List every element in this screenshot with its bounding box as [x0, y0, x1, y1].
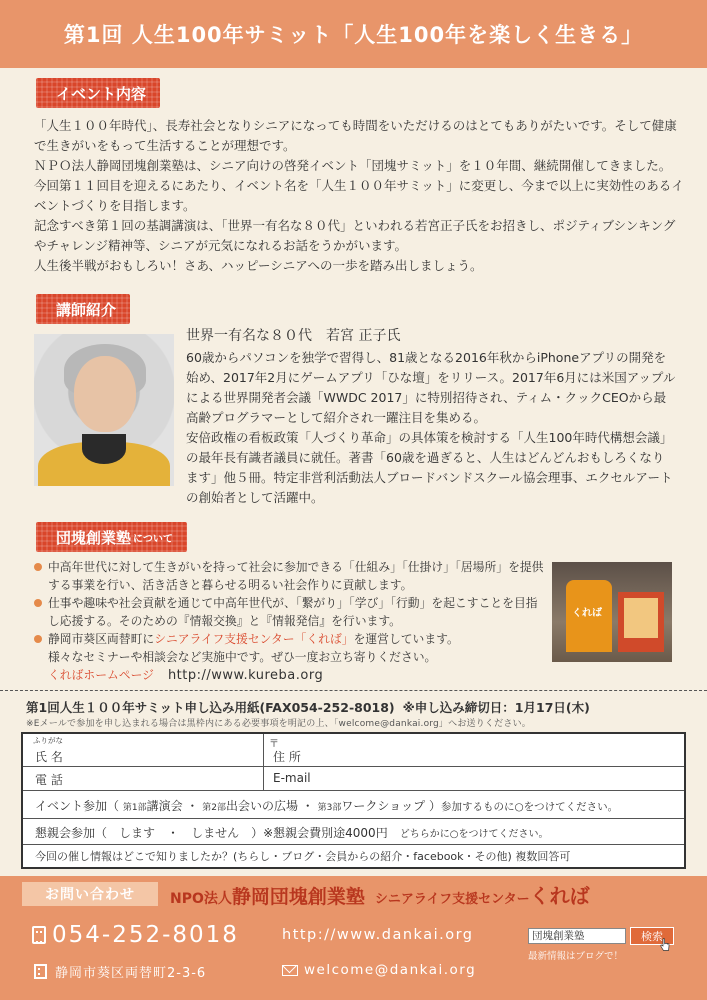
- intro-paragraph: 人生後半戦がおもしろい！さあ、ハッピーシニアへの一歩を踏み出しましょう。: [34, 258, 483, 273]
- intro-paragraph: 今回第１１回目を迎えるにあたり、イベント名を「人生１００年サミット」に変更し、今まで以上に実効性のあるイベントづくりを目指します。: [34, 178, 684, 213]
- form-row-party: 懇親会参加（ します ・ しません ）※懇親会費別途4000円 どちらかに○をつけてください。: [23, 818, 684, 845]
- intro-text: [34, 116, 684, 276]
- application-form: [21, 732, 686, 869]
- blog-note: 最新情報はブログで！: [528, 951, 624, 962]
- mail-icon: [282, 965, 298, 976]
- list-item: 中高年世代に対して生きがいを持って社会に参加できる「仕組み」「仕掛け」「居場所」を提供する事業を行い、活き活きと暮らせる明るい社会作りに貢献します。: [34, 558, 544, 594]
- org-name: NPO法人静岡団塊創業塾 シニアライフ支援センターくれば: [170, 884, 590, 908]
- form-row-tel: [23, 766, 684, 791]
- phone-icon: [32, 926, 46, 944]
- address: 静岡市葵区両替町2-3-6: [34, 962, 206, 981]
- name-field[interactable]: 氏 名: [35, 750, 63, 764]
- intro-paragraph: ＮＰＯ法人静岡団塊創業塾は、シニア向けの啓発イベント「団塊サミット」を１０年間、継続開催してきました。: [34, 158, 672, 173]
- lecturer-name: 世界一有名な８０代 若宮 正子氏: [186, 328, 401, 344]
- form-row-source: 今回の催し情報はどこで知りましたか？(ちらし・ブログ・会員からの紹介・facebook・その他) 複数回答可: [35, 850, 571, 863]
- website-link[interactable]: http://www.dankai.org: [282, 927, 474, 943]
- search-input[interactable]: 団塊創業塾: [528, 928, 626, 944]
- page-title: 第1回 人生100年サミット「人生100年を楽しく生きる」: [0, 0, 707, 68]
- form-row-event: イベント参加（ 第1部講演会 ・ 第2部出会いの広場 ・ 第3部ワークショップ ）参加するものに○をつけてください。: [23, 790, 684, 819]
- section-label-lecturer: 講師紹介: [36, 294, 130, 324]
- tel-field[interactable]: 電 話: [35, 773, 63, 787]
- building-icon: [34, 964, 47, 979]
- section-label-event: イベント内容: [36, 78, 160, 108]
- phone-number: 054-252-8018: [32, 922, 239, 948]
- homepage-link[interactable]: くればホームページ http://www.kureba.org: [48, 668, 324, 683]
- cut-line: [0, 690, 707, 691]
- search-button[interactable]: 検索: [630, 927, 674, 945]
- contact-label: お問い合わせ: [22, 882, 158, 906]
- email-link[interactable]: welcome@dankai.org: [282, 962, 476, 978]
- lecturer-photo: [34, 334, 174, 486]
- form-title: 第1回人生１００年サミット申し込み用紙(FAX054-252-8018) ※申し込み締切日：1月17日(木): [26, 700, 590, 715]
- about-list: [34, 558, 544, 685]
- lecturer-info: [186, 326, 676, 508]
- section-label-about: 団塊創業塾 について: [36, 522, 187, 552]
- list-item: 仕事や趣味や社会貢献を通じて中高年世代が、「繋がり」「学び」「行動」を起こすことを目指し応援する。そのための『情報交換』と『情報発信』を行います。: [34, 594, 544, 630]
- form-row-name: ふりがな 氏 名 〒 住 所: [23, 734, 684, 767]
- lecturer-bio: 安倍政権の看板政策「人づくり革命」の具体策を検討する「人生100年時代構想会議」の最年長有識者議員に就任。著書「60歳を過ぎると、人生はどんどんおもしろくなります」他５冊。特定非営利活動法人ブロードバンドスクール協会理事、エクセルアートの創始者として活躍中。: [186, 430, 673, 505]
- email-field[interactable]: E-mail: [273, 771, 311, 785]
- address-field[interactable]: 住 所: [273, 750, 301, 764]
- shop-photo: くれば: [552, 562, 672, 662]
- lecturer-bio: 60歳からパソコンを独学で習得し、81歳となる2016年秋からiPhoneアプリの開発を始め、2017年2月にゲームアプリ「ひな壇」をリリース。2017年6月には米国アップルによる世界開発者会議「WWDC 2017」に特別招待され、ティム・クックCEOから最高齢プログラマーとして紹介され一躍注目を集める。: [186, 350, 676, 425]
- hand-cursor-icon: [660, 938, 670, 952]
- intro-paragraph: 「人生１００年時代」、長寿社会となりシニアになっても時間をいただけるのはとてもありがたいです。そして健康で生きがいをもって生活することが理想です。: [34, 118, 677, 153]
- intro-paragraph: 記念すべき第１回の基調講演は、「世界一有名な８０代」といわれる若宮正子氏をお招きし、ポジティブシンキングやチャレンジ精神等、シニアが元気になれるお話をうかがいます。: [34, 218, 676, 253]
- form-note: ※Eメールで参加を申し込まれる場合は黒枠内にある必要事項を明記の上、「welcome@dankai.org」へお送りください。: [26, 719, 531, 729]
- list-item: 静岡市葵区両替町にシニアライフ支援センター「くれば」を運営しています。 様々なセミナーや相談会など実施中です。ぜひ一度お立ち寄りください。: [34, 630, 544, 666]
